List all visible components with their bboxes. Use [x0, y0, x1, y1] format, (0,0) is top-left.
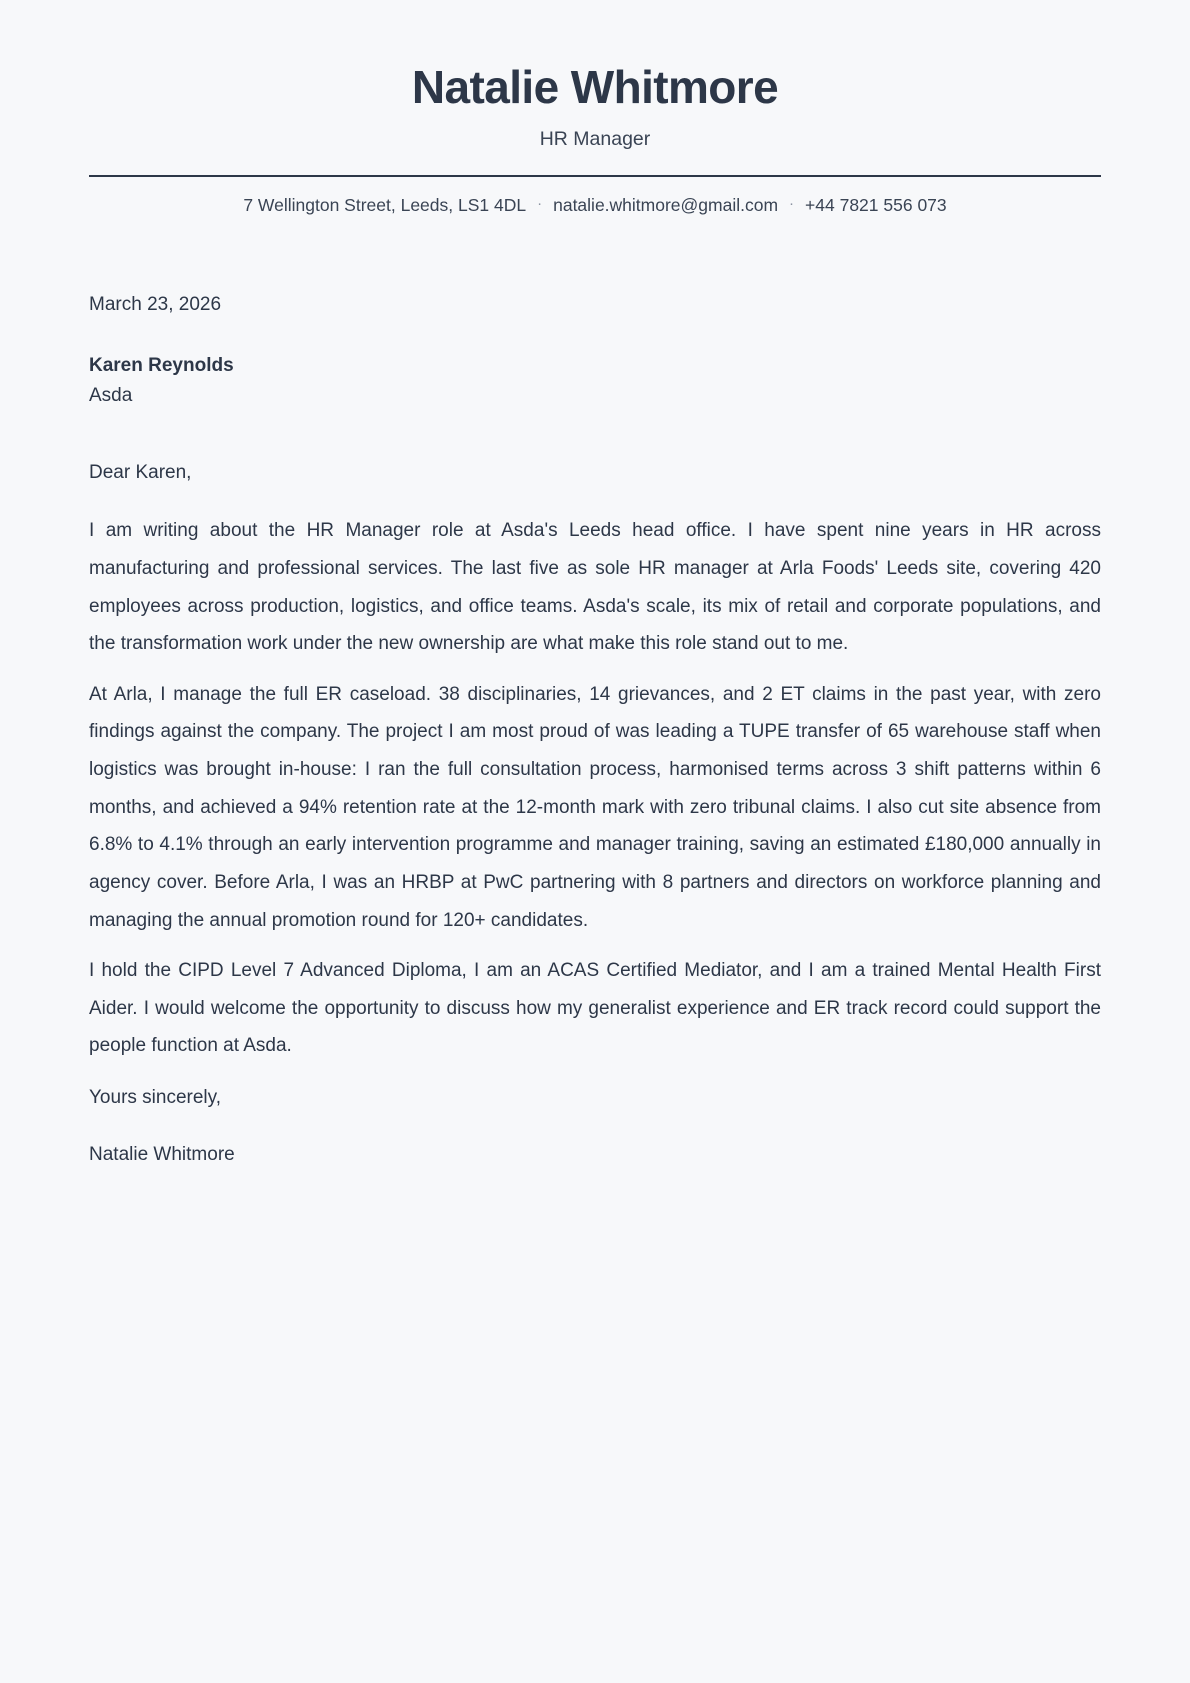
letter-header — [89, 62, 1101, 218]
salutation: Dear Karen, — [89, 462, 192, 483]
letter-date: March 23, 2026 — [89, 293, 222, 315]
body-paragraph: I hold the CIPD Level 7 Advanced Diploma, I am an ACAS Certified Mediator, and I am a trained Mental Health First Aider. I would welcome the opportunity to discuss how my generalist experience and ER track record could support the people function at Asda. — [89, 960, 1101, 1057]
contact-email[interactable]: natalie.whitmore@gmail.com — [553, 194, 779, 215]
recipient-block — [89, 351, 1101, 410]
contact-address: 7 Wellington Street, Leeds, LS1 4DL — [243, 194, 527, 215]
contact-separator-icon: · — [537, 194, 543, 212]
body-paragraph: I am writing about the HR Manager role at Asda's Leeds head office. I have spent nine years in HR across manufacturing and professional services. The last five as sole HR manager at Arla Foods' Leeds site, covering 420 employees across production, logistics, and office teams. Asda's scale, its mix of retail and corporate populations, and the transformation work under the new ownership are what make this role stand out to me. — [89, 520, 1101, 655]
body-paragraph: At Arla, I manage the full ER caseload. 38 disciplinaries, 14 grievances, and 2 ET claims in the past year, with zero findings against the company. The project I am most proud of was leading a TUPE transfer of 65 warehouse staff when logistics was brought in-house: I ran the full consultation process, harmonised terms across 3 shift patterns within 6 months, and achieved a 94% retention rate at the 12-month mark with zero tribunal claims. I also cut site absence from 6.8% to 4.1% through an early intervention programme and manager training, saving an estimated £180,000 annually in agency cover. Before Arla, I was an HRBP at PwC partnering with 8 partners and directors on workforce planning and managing the annual promotion round for 120+ candidates. — [89, 683, 1101, 931]
candidate-name: Natalie Whitmore — [411, 61, 779, 113]
signature-name: Natalie Whitmore — [89, 1144, 235, 1166]
contact-phone[interactable]: +44 7821 556 073 — [805, 194, 947, 215]
recipient-name: Karen Reynolds — [89, 355, 234, 377]
closing-salutation: Yours sincerely, — [89, 1086, 222, 1108]
recipient-company: Asda — [89, 384, 133, 406]
contact-line — [89, 194, 1101, 218]
contact-separator-icon: · — [789, 194, 795, 212]
letter-body — [89, 292, 1101, 1170]
candidate-job-title: HR Manager — [539, 127, 651, 150]
header-divider — [89, 175, 1101, 177]
